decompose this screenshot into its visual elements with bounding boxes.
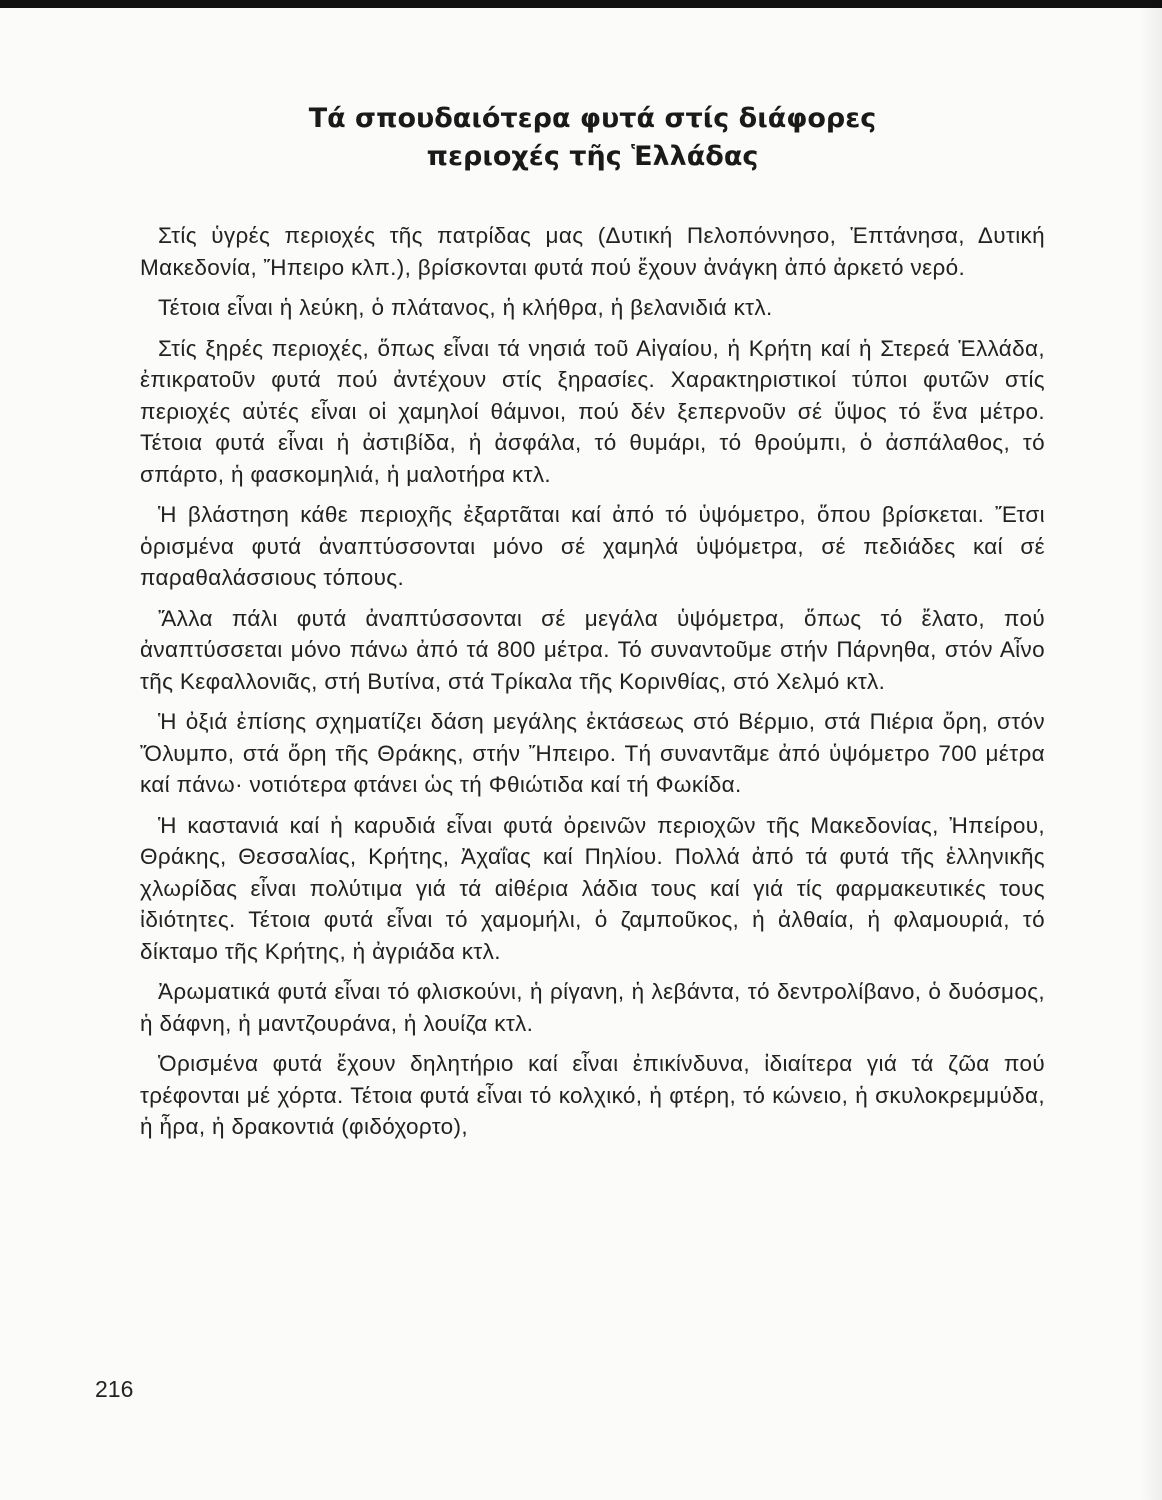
paragraph-8: Ἀρωματικά φυτά εἶναι τό φλισκούνι, ἡ ρίγανη, ἡ λεβάντα, τό δεντρολίβανο, ὁ δυόσμος, ἡ δάφνη, ἡ μαντζουράνα, ἡ λουίζα κτλ. [140,979,1045,1036]
paragraph-4: Ἡ βλάστηση κάθε περιοχῆς ἐξαρτᾶται καί ἀπό τό ὑψόμετρο, ὅπου βρίσκεται. Ἔτσι ὁρισμένα φυτά ἀναπτύσσονται μόνο σέ χαμηλά ὑψόμετρα, σέ πεδιάδες καί σέ παραθαλάσσιους τόπους. [140,502,1045,590]
page-content [140,100,1045,1152]
paragraph-1: Στίς ὑγρές περιοχές τῆς πατρίδας μας (Δυτική Πελοπόννησο, Ἑπτάνησα, Δυτική Μακεδονία, Ἤπειρο κλπ.), βρίσκονται φυτά πού ἔχουν ἀνάγκη ἀπό ἀρκετό νερό. [140,223,1045,280]
scan-top-edge [0,0,1162,8]
paragraph-2: Τέτοια εἶναι ἡ λεύκη, ὁ πλάτανος, ἡ κλήθρα, ἡ βελανιδιά κτλ. [158,295,773,320]
paragraph-3: Στίς ξηρές περιοχές, ὅπως εἶναι τά νησιά τοῦ Αἰγαίου, ἡ Κρήτη καί ἡ Στερεά Ἑλλάδα, ἐπικρατοῦν φυτά πού ἀντέχουν στίς ξηρασίες. Χαρακτηριστικοί τύποι φυτῶν στίς περιοχές αὐτές εἶναι οἱ χαμηλοί θάμνοι, πού δέν ξεπερνοῦν σέ ὕψος τό ἕνα μέτρο. Τέτοια φυτά εἶναι ἡ ἀστιβίδα, ἡ ἀσφάλα, τό θυμάρι, τό θρούμπι, ὁ ἀσπάλαθος, τό σπάρτο, ἡ φασκομηλιά, ἡ μαλοτήρα κτλ. [140,335,1045,487]
paragraph-6: Ἡ ὀξιά ἐπίσης σχηματίζει δάση μεγάλης ἐκτάσεως στό Βέρμιο, στά Πιέρια ὄρη, στόν Ὄλυμπο, στά ὄρη τῆς Θράκης, στήν Ἤπειρο. Τή συναντᾶμε ἀπό ὑψόμετρο 700 μέτρα καί πάνω· νοτιότερα φτάνει ὡς τή Φθιώτιδα καί τή Φωκίδα. [140,709,1045,797]
section-title-line-2: περιοχές τῆς Ἑλλάδας [426,141,759,172]
paragraph-5: Ἄλλα πάλι φυτά ἀναπτύσσονται σέ μεγάλα ὑψόμετρα, ὅπως τό ἔλατο, πού ἀναπτύσσεται μόνο πάνω ἀπό τά 800 μέτρα. Τό συναντοῦμε στήν Πάρνηθα, στόν Αἶνο τῆς Κεφαλλονιᾶς, στή Βυτίνα, στά Τρίκαλα τῆς Κορινθίας, στό Χελμό κτλ. [140,605,1045,694]
scan-right-edge [1140,0,1162,1500]
section-title [140,100,1045,176]
paragraph-9: Ὁρισμένα φυτά ἔχουν δηλητήριο καί εἶναι ἐπικίνδυνα, ἰδιαίτερα γιά τά ζῶα πού τρέφονται μέ χόρτα. Τέτοια φυτά εἶναι τό κολχικό, ἡ φτέρη, τό κώνειο, ἡ σκυλοκρεμμύδα, ἡ ἦρα, ἡ δρακοντιά (φιδόχορτο), [140,1051,1045,1139]
paragraph-7: Ἡ καστανιά καί ἡ καρυδιά εἶναι φυτά ὀρεινῶν περιοχῶν τῆς Μακεδονίας, Ἠπείρου, Θράκης, Θεσσαλίας, Κρήτης, Ἀχαΐας καί Πηλίου. Πολλά ἀπό τά φυτά τῆς ἑλληνικῆς χλωρίδας εἶναι πολύτιμα γιά τά αἰθέρια λάδια τους καί γιά τίς φαρμακευτικές τους ἰδιότητες. Τέτοια φυτά εἶναι τό χαμομήλι, ὁ ζαμποῦκος, ἡ ἀλθαία, ἡ φλαμουριά, τό δίκταμο τῆς Κρήτης, ἡ ἀγριάδα κτλ. [140,812,1045,964]
page-number: 216 [95,1376,134,1402]
section-title-line-1: Τά σπουδαιότερα φυτά στίς διάφορες [308,103,877,134]
